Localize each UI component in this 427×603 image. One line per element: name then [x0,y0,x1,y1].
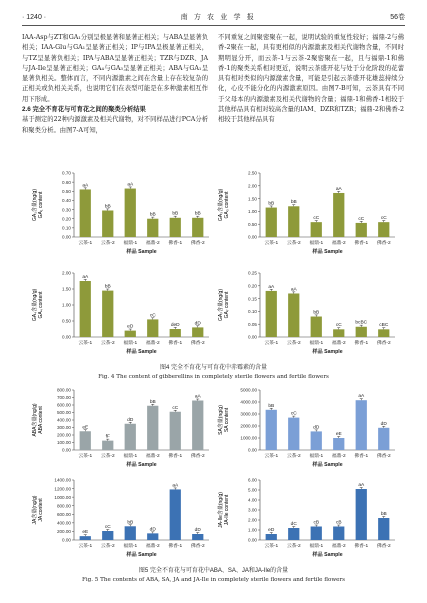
category-label: 福鼎-1 [123,241,138,246]
category-label: 佛香-2 [190,544,205,549]
chart-ga3 [216,167,401,259]
significance-label: aA [268,284,275,290]
x-axis-label: 样品 Sample [126,249,157,255]
x-axis-label: 样品 Sample [126,349,157,355]
y-tick-label: 1400.00 [54,477,71,483]
bar [125,189,136,237]
y-tick-label: 0.50 [248,221,257,227]
significance-label: dD [127,417,134,423]
significance-label: aA [82,274,89,280]
category-label: 福鼎-1 [309,341,324,346]
significance-label: bB [149,399,156,405]
category-label: 福鼎-2 [145,454,160,459]
y-tick-label: 0.15 [248,296,257,302]
bar [80,189,91,237]
page-number: · 1240 · [22,13,47,21]
significance-label: fF [105,434,110,440]
y-axis-label: GA₁ content [38,191,44,219]
significance-label: cC [313,216,320,222]
category-label: 佛香-1 [354,544,369,549]
category-label: 佛香-2 [190,454,205,459]
category-label: 佛香-2 [376,544,391,549]
significance-label: bB [194,211,201,217]
y-tick-label: 100.00 [56,440,71,446]
category-label: 佛香-1 [168,341,183,346]
significance-label: aA [290,287,297,293]
bar [192,218,203,237]
figure-4-caption-cn: 图4 完全不育花与可育花中赤霉素的含量 [159,365,267,371]
bar [147,219,158,237]
bar [192,327,203,337]
bar [378,222,389,237]
y-axis-label: ABA content [38,406,44,434]
left-paragraph-1: IAA-Asp与ZT和GA₁分别呈极显著和显著正相关；与ABA呈显著负相关；IAA-Glu与GA₁呈显著正相关；IP与IPA呈极显著正相关，与TZ呈显著负相关；IPA与ABA呈显著正相关；TZR与DZR、JA与JA-Ile呈显著正相关；GA₄与GA₃呈显著正相关；ABA与GA₁呈显著负相关。整体而言，不同内源激素之间在含量上存在较复杂的正相关或负相关关系，也说明它们在表型可能是在多种激素相互作用下形成。 [22,34,208,103]
y-tick-label: 600.00 [56,402,71,408]
significance-label: eE [335,432,342,437]
right-text-column [218,33,404,126]
category-label: 云茶-1 [78,341,93,346]
chart-ja-ile [216,474,401,562]
significance-label: eD [268,528,275,533]
category-label: 云茶-2 [286,341,301,346]
significance-label: dC [290,522,297,527]
category-label: 云茶-2 [286,241,301,246]
y-axis-label: GA₃含量(ng/g) [218,188,224,222]
bar [333,329,344,337]
y-axis-label: GA₄ content [38,291,44,319]
y-axis-label: SA含量(ng/g) [218,405,224,435]
significance-label: aA [172,483,179,489]
category-label: 云茶-1 [264,341,279,346]
bar [80,536,91,540]
chart-aba [30,384,215,472]
significance-label: aA [358,394,365,400]
category-label: 福鼎-1 [309,454,324,459]
right-paragraph-1: 不同重复之间聚密聚在一起，说明试验的重复性较好；福鼎-2与佛香-2聚在一起，具有更相似的内源激素及相关代谢物含量，不同时期明显分开，而云茶-1与云茶-2聚密聚在一起，且与福鼎-1和佛香-1的聚类关系相对更近，说明云茶盛开花与处于分化阶段的花蕾具有相对类似的内源激素含量，可能是引起云茶盛开花雄蕊持续分化，心皮不能分化的内源激素原因。由图7-B可知，云茶具有不同于父母本的内源激素及相关代谢物的含量；福鼎-1和佛香-1相较于其他样品具有相对较高含量的IAM、DZR和TZR；福鼎-2和佛香-2相较于其他样品具有 [218,34,404,124]
journal-title: 南 方 农 业 学 报 [180,13,256,21]
left-paragraph-2: 基于测定的22种内源激素及相关代谢物，对不同样品进行PCA分析和聚类分析。由图7-A可知， [22,116,208,134]
header-rule [22,25,405,26]
y-axis-label: GA₃ content [224,191,230,219]
y-tick-label: 1.50 [62,286,71,292]
y-tick-label: 0.05 [248,321,257,327]
category-label: 云茶-2 [100,341,115,346]
bar [102,441,113,450]
significance-label: bB [313,310,320,316]
y-tick-label: 0.70 [62,170,71,176]
x-axis-label: 样品 Sample [126,462,157,468]
bar [288,293,299,337]
y-axis-label: JA content [38,498,44,522]
significance-label: aA [127,182,134,188]
bar [192,534,203,540]
bar [288,206,299,237]
significance-label: dD [313,425,320,431]
category-label: 云茶-1 [264,544,279,549]
category-label: 佛香-1 [354,341,369,346]
bar [311,222,322,237]
category-label: 福鼎-2 [331,454,346,459]
significance-label: eE [82,530,89,536]
y-tick-label: 0.00 [248,447,257,453]
y-tick-label: 1.00 [248,527,257,533]
y-tick-label: 1.50 [248,196,257,202]
significance-label: cB [335,520,342,526]
chart-ga1 [30,167,215,259]
category-label: 佛香-2 [376,241,391,246]
y-tick-label: 600.00 [56,511,71,517]
y-tick-label: 400.00 [56,417,71,423]
category-label: 佛香-2 [376,341,391,346]
y-tick-label: 500.00 [56,410,71,416]
y-axis-label: GA₇ content [224,291,230,319]
significance-label: cC [380,216,387,222]
bar [311,431,322,450]
category-label: 福鼎-1 [309,241,324,246]
category-label: 佛香-1 [354,454,369,459]
category-label: 佛香-2 [190,341,205,346]
significance-label: aA [194,394,201,400]
bar [333,438,344,450]
bar [170,412,181,450]
running-header [22,11,405,23]
y-tick-label: 4000.00 [240,399,257,405]
significance-label: eD [127,324,134,330]
significance-label: cC [104,525,111,530]
category-label: 云茶-2 [100,241,115,246]
bar [266,410,277,450]
y-tick-label: 0.50 [62,318,71,324]
bar [288,528,299,540]
category-label: 福鼎-2 [331,341,346,346]
y-axis-label: SA content [224,407,230,433]
bar [102,210,113,237]
x-axis-label: 样品 Sample [312,552,343,558]
bar [378,329,389,337]
x-axis-label: 样品 Sample [312,462,343,468]
figure-5-caption-cn: 图5 完全不育花与可育花中ABA、SA、JA和JA-Ile的含量 [138,568,289,574]
chart-ga4 [30,267,215,359]
significance-label: cBC [379,323,389,329]
y-axis-label: ABA含量(ng/g) [32,403,38,437]
significance-label: bB [104,284,111,290]
bar [147,406,158,450]
significance-label: deD [170,322,180,328]
bar [333,527,344,541]
y-axis-label: JA-Ile含量(ng/g) [218,492,224,528]
section-heading: 2.6 完全不育花与可育花之间的聚类分析结果 [22,106,146,114]
bar [333,193,344,237]
y-tick-label: 0.10 [62,225,71,231]
bar [311,317,322,337]
significance-label: dD [149,527,156,533]
significance-label: bB [290,200,297,206]
significance-label: cC [290,411,297,417]
y-tick-label: 400.00 [56,520,71,526]
chart-ja [30,474,215,562]
y-tick-label: 0.00 [62,537,71,543]
y-tick-label: 800.00 [56,503,71,509]
y-tick-label: 2.50 [248,170,257,176]
category-label: 福鼎-2 [145,241,160,246]
y-axis-label: JA-Ile content [224,494,230,526]
figure-4-caption-en: Fig. 4 The content of gibberellins in completely sterile flowers and fertile flowers [98,374,329,380]
figure-5-caption-en: Fig. 5 The contents of ABA, SA, JA and JA-Ile in completely sterile flowers and fertile flowers [82,577,345,583]
y-axis-label: GA₇含量(ng/g) [218,288,224,322]
bar [102,531,113,540]
significance-label: bB [149,212,156,218]
bar [80,431,91,450]
category-label: 佛香-2 [190,241,205,246]
category-label: 福鼎-2 [331,241,346,246]
bar [170,489,181,540]
y-tick-label: 0.40 [62,198,71,204]
y-tick-label: 1000.00 [240,435,257,441]
y-tick-label: 200.00 [56,432,71,438]
left-text-column [22,33,208,136]
x-axis-label: 样品 Sample [312,249,343,255]
bar [170,329,181,337]
category-label: 福鼎-1 [123,454,138,459]
significance-label: dD [380,421,387,427]
y-tick-label: 2.00 [62,270,71,276]
category-label: 福鼎-2 [145,544,160,549]
bar [266,208,277,237]
y-tick-label: 0.50 [62,188,71,194]
bar [356,327,367,337]
category-label: 福鼎-2 [145,341,160,346]
y-tick-label: 3000.00 [240,411,257,417]
bar [170,218,181,237]
category-label: 福鼎-2 [331,544,346,549]
y-tick-label: 1.00 [62,302,71,308]
bar [288,418,299,450]
y-axis-label: GA₄含量(ng/g) [32,288,38,322]
y-tick-label: 0.10 [248,309,257,315]
category-label: 云茶-1 [78,454,93,459]
category-label: 佛香-1 [168,454,183,459]
significance-label: cC [358,216,365,222]
category-label: 云茶-2 [100,544,115,549]
bar [80,281,91,337]
bar [147,319,158,337]
category-label: 云茶-2 [100,454,115,459]
y-tick-label: 0.00 [248,234,257,240]
y-tick-label: 0.00 [62,334,71,340]
y-tick-label: 1000.00 [54,494,71,500]
category-label: 云茶-2 [286,454,301,459]
figure-4-caption [0,364,427,382]
category-label: 云茶-1 [78,544,93,549]
bar [266,291,277,337]
y-tick-label: 4.00 [248,497,257,503]
y-tick-label: 0.25 [248,270,257,276]
category-label: 云茶-2 [286,544,301,549]
category-label: 佛香-1 [354,241,369,246]
bar [266,534,277,540]
y-tick-label: 0.60 [62,179,71,185]
y-tick-label: 3.00 [248,507,257,513]
significance-label: eE [82,425,89,431]
significance-label: bB [172,211,179,217]
bar [125,331,136,337]
bar [356,223,367,237]
category-label: 佛香-1 [168,544,183,549]
bar [147,533,158,540]
y-tick-label: 0.00 [62,447,71,453]
significance-label: bcBC [355,320,368,326]
bar [356,400,367,450]
y-axis-label: JA含量(ng/g) [32,495,38,525]
figure-5-caption [0,567,427,585]
significance-label: cC [172,405,179,411]
significance-label: aA [82,183,89,189]
y-tick-label: 2000.00 [240,423,257,429]
y-tick-label: 0.00 [62,234,71,240]
y-tick-label: 5.00 [248,487,257,493]
y-tick-label: 0.00 [248,537,257,543]
bar [378,428,389,450]
y-tick-label: 2.00 [248,183,257,189]
category-label: 佛香-2 [376,454,391,459]
significance-label: cC [335,323,342,329]
y-tick-label: 1.00 [248,209,257,215]
volume-label: 56卷 [390,14,405,21]
significance-label: bB [380,512,387,517]
category-label: 福鼎-1 [309,544,324,549]
bar [102,291,113,337]
category-label: 福鼎-1 [123,341,138,346]
x-axis-label: 样品 Sample [312,349,343,355]
x-axis-label: 样品 Sample [126,552,157,558]
y-tick-label: 0.20 [248,283,257,289]
significance-label: bB [104,204,111,210]
significance-label: cC [149,313,156,319]
y-tick-label: 0.30 [62,207,71,213]
y-tick-label: 700.00 [56,395,71,401]
y-tick-label: 2.00 [248,517,257,523]
category-label: 云茶-1 [78,241,93,246]
y-tick-label: 0.20 [62,216,71,222]
category-label: 云茶-1 [264,454,279,459]
chart-sa [216,384,401,472]
significance-label: bB [268,201,275,207]
bar [125,424,136,450]
category-label: 佛香-1 [168,241,183,246]
significance-label: aA [358,483,365,488]
y-tick-label: 5000.00 [240,387,257,393]
bar [125,526,136,540]
y-tick-label: 0.00 [248,334,257,340]
y-tick-label: 6.00 [248,477,257,483]
y-tick-label: 800.00 [56,387,71,393]
bar [192,401,203,451]
significance-label: cB [313,520,320,526]
bar [311,527,322,541]
category-label: 福鼎-1 [123,544,138,549]
significance-label: bB [268,403,275,409]
y-axis-label: GA₁含量(ng/g) [32,189,38,221]
y-tick-label: 300.00 [56,425,71,431]
y-tick-label: 200.00 [56,529,71,535]
chart-ga7 [216,267,401,359]
bar [356,489,367,540]
significance-label: bB [127,520,134,526]
bar [378,518,389,540]
significance-label: dD [194,321,201,327]
significance-label: aA [335,186,342,192]
significance-label: dD [194,528,201,533]
y-tick-label: 1200.00 [54,486,71,492]
category-label: 云茶-1 [264,241,279,246]
